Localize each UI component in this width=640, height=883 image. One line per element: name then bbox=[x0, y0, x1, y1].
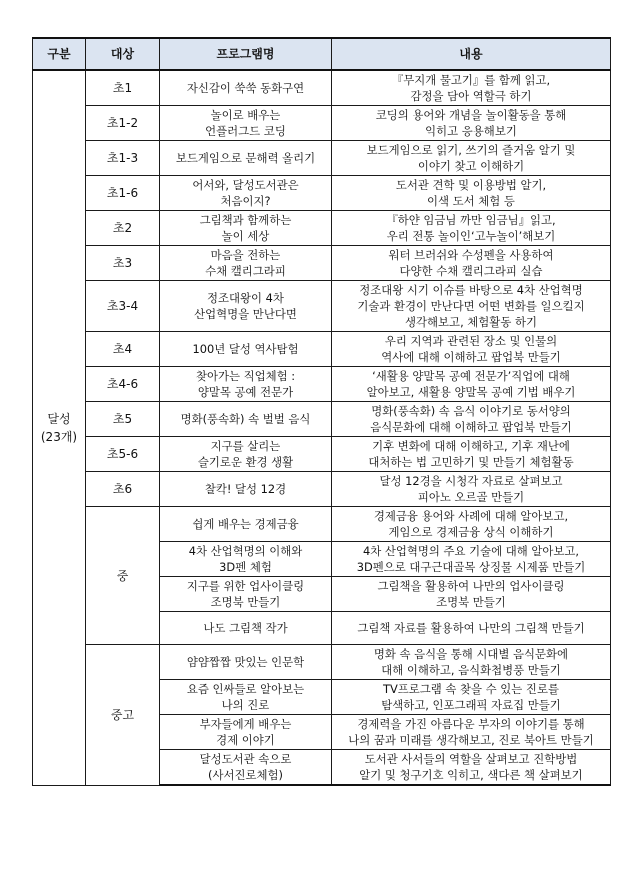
content-line: 익히고 응용해보기 bbox=[425, 124, 517, 138]
content-line: 4차 산업혁명의 주요 기술에 대해 알아보고, bbox=[362, 544, 580, 558]
content-line: 탐색하고, 인포그래픽 자료집 만들기 bbox=[381, 698, 561, 712]
program-cell bbox=[160, 367, 332, 402]
content-line: 생각해보고, 체험활동 하기 bbox=[405, 315, 537, 329]
target-cell: 초6 bbox=[86, 472, 160, 507]
program-line: 마음을 전하는 bbox=[210, 248, 281, 262]
program-cell bbox=[160, 402, 332, 437]
table-row bbox=[33, 106, 611, 141]
table-row bbox=[33, 402, 611, 437]
program-line: 찾아가는 직업체험 : bbox=[195, 369, 296, 383]
content-line: 조명북 만들기 bbox=[436, 595, 506, 609]
header-program: 프로그램명 bbox=[160, 38, 332, 70]
content-line: 피아노 오르골 만들기 bbox=[417, 490, 525, 504]
program-cell bbox=[160, 437, 332, 472]
content-line: 그림책 자료를 활용하여 나만의 그림책 만들기 bbox=[357, 621, 585, 635]
content-cell bbox=[332, 141, 611, 176]
program-line: 조명북 만들기 bbox=[210, 595, 281, 609]
content-line: 워터 브러쉬와 수성펜을 사용하여 bbox=[388, 248, 554, 262]
program-line: 어서와, 달성도서관은 bbox=[192, 178, 299, 192]
target-cell: 초4 bbox=[86, 332, 160, 367]
target-cell: 초5 bbox=[86, 402, 160, 437]
group-cell bbox=[33, 70, 86, 785]
program-line: 나의 진로 bbox=[221, 698, 270, 712]
program-cell bbox=[160, 332, 332, 367]
content-line: 게임으로 경제금융 상식 이해하기 bbox=[388, 525, 554, 539]
content-line: 기술과 환경이 만난다면 어떤 변화를 일으킬지 bbox=[357, 299, 585, 313]
program-line: 경제 이야기 bbox=[216, 733, 275, 747]
content-cell bbox=[332, 281, 611, 332]
program-cell bbox=[160, 141, 332, 176]
target-cell: 초1-3 bbox=[86, 141, 160, 176]
program-line: (사서진로체험) bbox=[208, 768, 283, 782]
group-label-line: 달성 bbox=[47, 411, 71, 426]
content-line: 3D펜으로 대구근대골목 상징물 시제품 만들기 bbox=[356, 560, 586, 574]
program-line: 슬기로운 환경 생활 bbox=[197, 455, 294, 469]
content-line: 명화 속 음식을 통해 시대별 음식문화에 bbox=[373, 647, 569, 661]
content-cell bbox=[332, 715, 611, 750]
program-cell bbox=[160, 577, 332, 612]
program-line: 양말목 공예 전문가 bbox=[197, 385, 294, 399]
program-cell bbox=[160, 211, 332, 246]
content-line: 정조대왕 시기 이슈를 바탕으로 4차 산업혁명 bbox=[359, 283, 583, 297]
table-row bbox=[33, 176, 611, 211]
content-line: 『무지개 물고기』를 함께 읽고, bbox=[391, 73, 551, 87]
table-row bbox=[33, 246, 611, 281]
table-row bbox=[33, 141, 611, 176]
header-target: 대상 bbox=[86, 38, 160, 70]
header-group: 구분 bbox=[33, 38, 86, 70]
target-cell: 초2 bbox=[86, 211, 160, 246]
content-line: 나의 꿈과 미래를 생각해보고, 진로 북아트 만들기 bbox=[348, 733, 594, 747]
content-line: 감정을 담아 역할극 하기 bbox=[410, 89, 532, 103]
content-cell bbox=[332, 750, 611, 786]
table-row bbox=[33, 332, 611, 367]
program-line: 지구를 위한 업사이클링 bbox=[186, 579, 305, 593]
program-line: 놀이로 배우는 bbox=[210, 108, 281, 122]
target-cell: 초1-6 bbox=[86, 176, 160, 211]
program-line: 보드게임으로 문해력 올리기 bbox=[175, 151, 316, 165]
target-cell: 중 bbox=[86, 507, 160, 645]
program-cell bbox=[160, 472, 332, 507]
program-line: 그림책과 함께하는 bbox=[199, 213, 292, 227]
table-body bbox=[33, 70, 611, 785]
program-line: 부자들에게 배우는 bbox=[199, 717, 292, 731]
program-line: 처음이지? bbox=[220, 194, 271, 208]
content-cell bbox=[332, 645, 611, 680]
content-line: 알아보고, 새활용 양말목 공예 기법 배우기 bbox=[366, 385, 576, 399]
program-line: 4차 산업혁명의 이해와 bbox=[188, 544, 303, 558]
content-line: 기후 변화에 대해 이해하고, 기후 재난에 bbox=[372, 439, 570, 453]
program-line: 지구를 살리는 bbox=[210, 439, 281, 453]
program-cell bbox=[160, 645, 332, 680]
program-cell bbox=[160, 106, 332, 141]
group-label-line: (23개) bbox=[40, 429, 78, 444]
content-cell bbox=[332, 332, 611, 367]
content-cell bbox=[332, 246, 611, 281]
content-cell bbox=[332, 612, 611, 645]
content-line: 음식문화에 대해 이해하고 팝업북 만들기 bbox=[370, 420, 572, 434]
program-line: 달성도서관 속으로 bbox=[199, 752, 292, 766]
content-cell bbox=[332, 106, 611, 141]
content-cell bbox=[332, 507, 611, 542]
program-line: 요즘 인싸들로 알아보는 bbox=[186, 682, 305, 696]
content-line: 경제력을 가진 아름다운 부자의 이야기를 통해 bbox=[357, 717, 585, 731]
program-line: 명화(풍속화) 속 벌벌 음식 bbox=[180, 412, 311, 426]
content-line: TV프로그램 속 찾을 수 있는 진로를 bbox=[383, 682, 559, 696]
table-row bbox=[33, 472, 611, 507]
content-line: 그림책을 활용하여 나만의 업사이클링 bbox=[377, 579, 565, 593]
content-line: 도서관 사서들의 역할을 살펴보고 진학방법 bbox=[364, 752, 578, 766]
program-cell bbox=[160, 176, 332, 211]
content-line: 역사에 대해 이해하고 팝업북 만들기 bbox=[381, 350, 561, 364]
program-line: 놀이 세상 bbox=[221, 229, 270, 243]
content-line: 우리 전통 놀이인‘고누놀이’해보기 bbox=[386, 229, 556, 243]
content-line: 경제금융 용어와 사례에 대해 알아보고, bbox=[373, 509, 569, 523]
program-cell bbox=[160, 750, 332, 786]
program-cell bbox=[160, 680, 332, 715]
program-cell bbox=[160, 507, 332, 542]
content-line: 이색 도서 체험 등 bbox=[427, 194, 515, 208]
content-line: 이야기 찾고 이해하기 bbox=[417, 159, 525, 173]
content-line: 도서관 견학 및 이용방법 알기, bbox=[395, 178, 547, 192]
header-content: 내용 bbox=[332, 38, 611, 70]
target-cell: 초1 bbox=[86, 70, 160, 106]
table-row bbox=[33, 281, 611, 332]
table-row bbox=[33, 70, 611, 106]
target-cell: 중고 bbox=[86, 645, 160, 786]
content-line: 『하얀 임금님 까만 임금님』읽고, bbox=[386, 213, 556, 227]
table-row bbox=[33, 507, 611, 542]
content-line: ‘새활용 양말목 공예 전문가’직업에 대해 bbox=[372, 369, 570, 383]
content-cell bbox=[332, 176, 611, 211]
program-line: 정조대왕이 4차 bbox=[207, 291, 284, 305]
target-cell: 초4-6 bbox=[86, 367, 160, 402]
target-cell: 초3 bbox=[86, 246, 160, 281]
content-cell bbox=[332, 680, 611, 715]
content-cell bbox=[332, 472, 611, 507]
content-cell bbox=[332, 542, 611, 577]
table-row bbox=[33, 437, 611, 472]
program-line: 100년 달성 역사탐험 bbox=[192, 342, 299, 356]
program-line: 찰칵! 달성 12경 bbox=[204, 482, 287, 496]
table-row bbox=[33, 367, 611, 402]
program-cell bbox=[160, 715, 332, 750]
program-line: 얌얌짭짭 맛있는 인문학 bbox=[186, 655, 305, 669]
program-line: 나도 그림책 작가 bbox=[203, 621, 288, 635]
content-line: 다양한 수채 캘리그라피 실습 bbox=[399, 264, 543, 278]
content-cell bbox=[332, 70, 611, 106]
target-cell: 초5-6 bbox=[86, 437, 160, 472]
content-line: 달성 12경을 시청각 자료로 살펴보고 bbox=[379, 474, 563, 488]
table-row bbox=[33, 211, 611, 246]
program-cell bbox=[160, 70, 332, 106]
content-cell bbox=[332, 577, 611, 612]
program-line: 자신감이 쑥쑥 동화구연 bbox=[186, 81, 305, 95]
program-cell bbox=[160, 542, 332, 577]
content-cell bbox=[332, 402, 611, 437]
content-line: 명화(풍속화) 속 음식 이야기로 동서양의 bbox=[371, 404, 571, 418]
content-cell bbox=[332, 211, 611, 246]
content-cell bbox=[332, 437, 611, 472]
program-cell bbox=[160, 246, 332, 281]
target-cell: 초1-2 bbox=[86, 106, 160, 141]
program-line: 3D펜 체험 bbox=[219, 560, 272, 574]
content-line: 대처하는 법 고민하기 및 만들기 체험활동 bbox=[368, 455, 574, 469]
program-cell bbox=[160, 281, 332, 332]
content-line: 보드게임으로 읽기, 쓰기의 즐거움 알기 및 bbox=[366, 143, 576, 157]
content-line: 코딩의 용어와 개념을 놀이활동을 통해 bbox=[375, 108, 567, 122]
program-cell bbox=[160, 612, 332, 645]
program-line: 수채 캘리그라피 bbox=[205, 264, 286, 278]
program-table bbox=[32, 37, 611, 786]
target-cell: 초3-4 bbox=[86, 281, 160, 332]
content-line: 대해 이해하고, 음식화첩병풍 만들기 bbox=[381, 663, 561, 677]
content-cell bbox=[332, 367, 611, 402]
program-line: 쉽게 배우는 경제금융 bbox=[192, 517, 299, 531]
content-line: 우리 지역과 관련된 장소 및 인물의 bbox=[384, 334, 558, 348]
header-row bbox=[33, 38, 611, 70]
content-line: 알기 및 청구기호 익히고, 색다른 책 살펴보기 bbox=[359, 768, 583, 782]
table-row bbox=[33, 645, 611, 680]
program-line: 언플러그드 코딩 bbox=[205, 124, 286, 138]
program-line: 산업혁명을 만난다면 bbox=[194, 307, 297, 321]
